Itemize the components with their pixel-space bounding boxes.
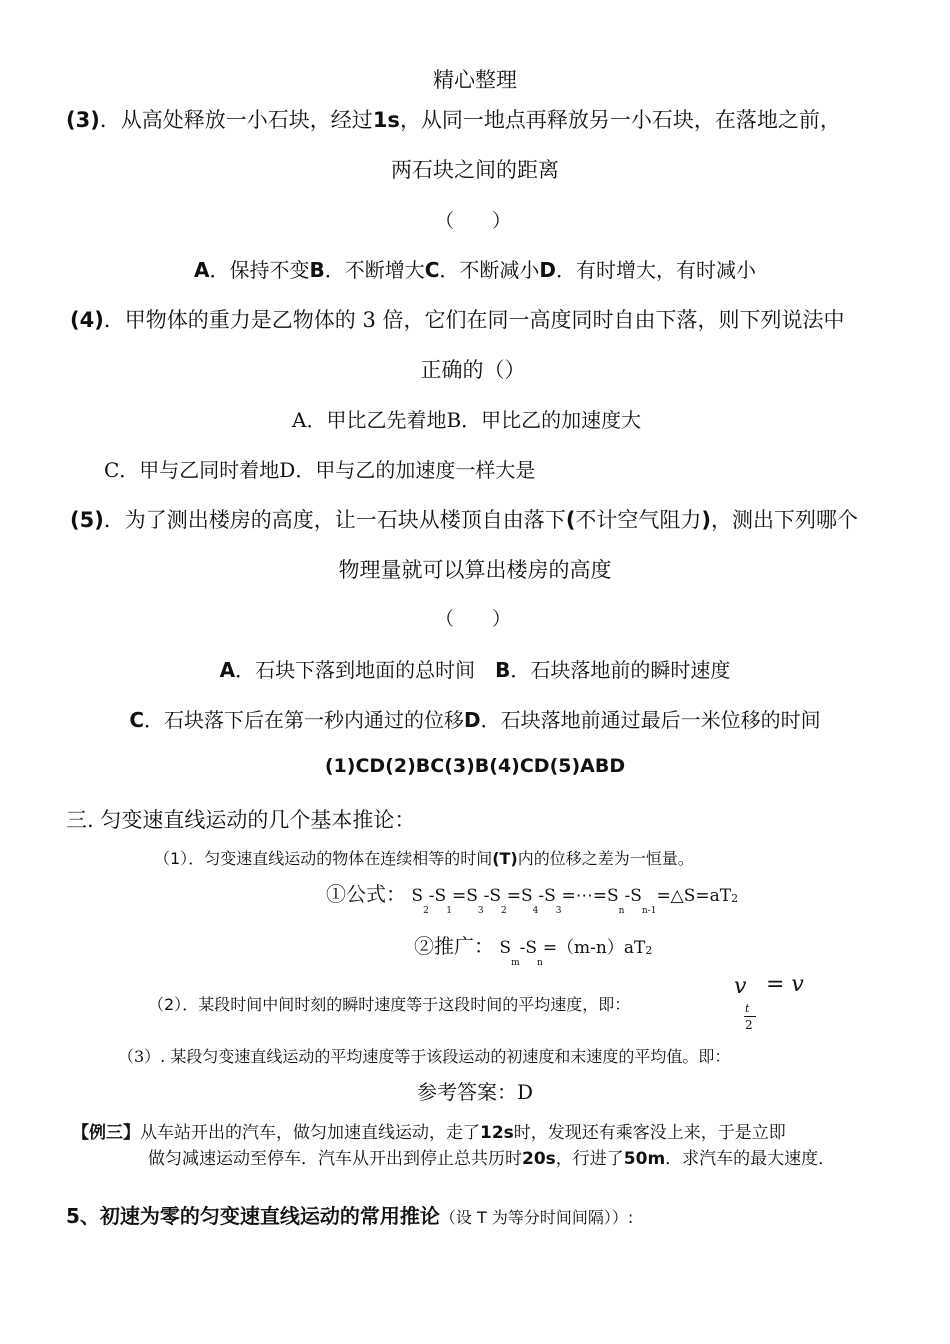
page-header: 精心整理 [433,68,517,92]
time-value: 12s [480,1123,514,1143]
example-3-line-1 [72,1118,786,1143]
option-letter: A [219,658,236,682]
subscript-two: 2 [745,1018,753,1032]
distance-value: 50m [623,1149,666,1169]
inference-3: （3）. 某段匀变速直线运动的平均速度等于该段运动的初速度和末速度的平均值。即： [118,1047,731,1066]
subscript: 3 [477,906,484,916]
answer-blank: （ ） [434,210,511,232]
section-5-title: 5、初速为零的匀变速直线运动的常用推论 [66,1204,440,1228]
subscript: n-1 [641,906,657,916]
subscript: m [511,958,520,968]
answer-blank: （ ） [434,608,511,630]
item-text: ．某段时间中间时刻的瞬时速度等于这段时间的平均速度，即： [182,995,631,1014]
reference-answer: 参考答案：D [416,1080,534,1104]
question-5-options-ab [0,654,950,683]
average-velocity: = v [766,972,804,997]
period-symbol: (T) [492,849,518,868]
example-text: ，行进了 [555,1149,624,1169]
inference-1 [154,846,694,869]
question-text: ，测出下列哪个 [711,508,859,532]
time-value: 20s [522,1149,556,1169]
option-text: ．石块落地前的瞬时速度 [510,658,731,682]
exponent: 2 [645,944,653,957]
formula-tail: =△S=aT [656,886,732,906]
symbol-s: S [499,938,512,958]
question-5-line-2: 物理量就可以算出楼房的高度 [338,558,612,582]
subscript: n [618,906,625,916]
symbol-s: S [607,886,619,906]
subscript: n [537,958,543,968]
velocity-symbol: v [734,974,747,999]
answer-key: (1)CD(2)BC(3)B(4)CD(5)ABD [324,755,626,777]
symbol-s: S [489,886,501,906]
question-4-line-2: 正确的（） [420,358,526,382]
subscript: 3 [555,906,562,916]
question-number: (3) [66,108,100,132]
option-letter: C [424,258,440,282]
question-4-options-cd: C．甲与乙同时着地D．甲与乙的加速度一样大是 [104,458,536,482]
option-text: ．保持不变 [209,258,310,282]
example-3-line-2 [148,1144,835,1169]
formula-label: ①公式： [326,882,406,906]
minus-sign: - [519,938,526,958]
option-text: ．石块下落到地面的总时间 [235,658,496,682]
formula-general [326,878,739,916]
question-4-line-1 [70,304,845,334]
symbol-s: S [520,886,533,906]
minus-sign: - [428,886,435,906]
item-text: 内的位移之差为一恒量。 [517,849,694,868]
question-text: ，从同一地点再释放另一小石块，在落地之前， [399,108,841,132]
option-letter: D [464,708,481,732]
option-text: ．有时增大，有时减小 [556,258,757,282]
equals-sign: = [451,886,467,906]
minus-sign: - [624,886,631,906]
subscript-t: t [745,1002,750,1015]
question-3-line-2: 两石块之间的距离 [391,158,559,182]
section-5-note: （设 T 为等分时间间隔））: [439,1208,634,1227]
symbol-s: S [434,886,447,906]
item-text: ．匀变速直线运动的物体在连续相等的时间 [188,849,493,868]
formula-tail: =（m-n）aT [542,938,646,958]
question-3-options [0,254,950,283]
option-text: ．石块落下后在第一秒内通过的位移 [144,708,465,732]
subscript: 2 [423,906,429,916]
section-3-title: 三. 匀变速直线运动的几个基本推论： [66,808,416,832]
inference-2 [148,992,630,1015]
option-letter: B [309,258,325,282]
question-number: (5) [70,508,104,532]
example-label: 【例三】 [72,1123,140,1143]
question-text: ．从高处释放一小石块，经过 [99,108,373,132]
formula-label: ②推广： [414,934,494,958]
item-number: （2） [148,995,183,1014]
subscript: 1 [446,906,452,916]
exponent: 2 [731,892,739,905]
minus-sign: - [538,886,545,906]
option-letter: A [193,258,210,282]
example-text: 时，发现还有乘客没上来，于是立即 [513,1123,786,1143]
paren-close: ) [701,508,712,532]
question-text: ．甲物体的重力是乙物体的 3 倍，它们在同一高度同时自由下落，则下列说法中 [103,308,845,332]
symbol-s: S [411,886,424,906]
equals-sign: = [506,886,521,906]
option-text: ．石块落地前通过最后一米位移的时间 [480,708,821,732]
question-text: ．为了测出楼房的高度，让一石块从楼顶自由落下 [103,508,566,532]
question-5-options-cd [0,704,950,733]
question-text: 不计空气阻力 [575,508,702,532]
fraction-bar [744,1016,756,1017]
option-letter: B [495,658,511,682]
formula-extended [414,930,653,968]
question-5-line-1 [70,504,858,534]
minus-sign: - [483,886,490,906]
ellipsis: =⋯= [561,886,607,906]
section-5-heading [66,1200,633,1229]
symbol-s: S [544,886,556,906]
question-number: (4) [70,308,104,332]
subscript: 2 [500,906,507,916]
question-3-line-1 [66,104,841,134]
symbol-s: S [525,938,538,958]
option-letter: D [539,258,557,282]
symbol-s: S [466,886,478,906]
item-number: （1） [154,849,189,868]
example-text: 做匀减速运动至停车．汽车从开出到停止总共历时 [148,1149,522,1169]
example-text: ．求汽车的最大速度． [665,1149,836,1169]
option-text: ．不断减小 [439,258,540,282]
subscript: 4 [532,906,539,916]
paren-open: ( [565,508,576,532]
question-4-options-ab: A．甲比乙先着地B．甲比乙的加速度大 [292,408,642,432]
example-text: 从车站开出的汽车，做匀加速直线运动，走了 [140,1123,480,1143]
option-text: ．不断增大 [324,258,425,282]
option-letter: C [129,708,145,732]
symbol-s: S [630,886,642,906]
time-value: 1s [372,108,400,132]
